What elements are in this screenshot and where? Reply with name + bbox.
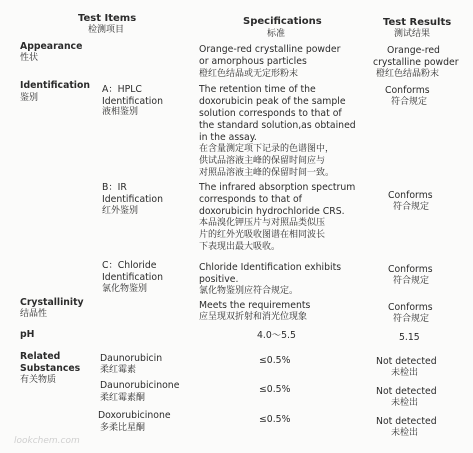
related-result: Not detected [376,386,437,397]
watermark: lookchem.com [14,436,80,446]
appearance-result-line: Orange-red [387,45,440,56]
crystallinity-spec-line: 应呈现双折射和消光位现象 [199,312,308,322]
identification-c-label: 氯化物鉴别 [102,284,148,294]
related-item: 多柔比星酮 [100,423,146,433]
related-spec: ≤0.5% [259,414,291,425]
header-spec-en: Specifications [243,16,322,27]
identification-a-spec-line: 对照品溶液主峰的保留时间一致。 [199,168,335,178]
identification-a-label: 液相鉴别 [102,107,139,117]
header-items-cn: 检测项目 [88,25,125,35]
crystallinity-result: Conforms [388,302,433,313]
identification-b-label: Identification [102,194,163,205]
related-result: Not detected [376,356,437,367]
identification-a-spec-line: solution corresponds to that of [199,108,342,119]
identification-name-en: Identification [20,80,90,91]
related-result: 未检出 [391,398,419,408]
crystallinity-name-cn: 结晶性 [20,309,48,319]
appearance-spec-line: Orange-red crystalline powder [199,44,341,55]
identification-b-spec-line: corresponds to that of [199,194,302,205]
identification-c-spec-line: Chloride Identification exhibits [199,262,342,273]
identification-a-spec-line: 在含量测定项下记录的色谱图中， [199,144,335,154]
crystallinity-name-en: Crystallinity [20,297,84,308]
appearance-name-en: Appearance [20,41,83,52]
related-name: Substances [20,363,81,374]
identification-a-spec-line: The retention time of the [199,84,316,95]
identification-b-label: 红外鉴别 [102,206,139,216]
related-name: Related [20,351,61,362]
identification-a-spec-line: 供试品溶液主峰的保留时间应与 [199,156,326,166]
related-spec: ≤0.5% [259,384,291,395]
identification-a-result: 符合规定 [391,97,428,107]
header-results-en: Test Results [383,17,452,28]
related-item: 柔红霉素 [100,365,137,375]
appearance-spec-line: or amorphous particles [199,56,307,67]
crystallinity-spec-line: Meets the requirements [199,300,311,311]
identification-a-spec-line: in the assay. [199,132,257,143]
related-name: 有关物质 [20,375,57,385]
ph-result: 5.15 [399,332,420,343]
identification-c-label: Identification [102,272,163,283]
appearance-name-cn: 性状 [20,53,39,63]
appearance-result-line: crystalline powder [373,57,459,68]
ph-spec: 4.0～5.5 [257,330,296,341]
identification-b-label: B：IR [102,182,127,193]
header-results-cn: 测试结果 [394,29,431,39]
identification-c-spec-line: positive. [199,274,239,285]
related-spec: ≤0.5% [259,355,291,366]
related-item: Daunorubicinone [100,380,180,391]
identification-b-spec-line: 片的红外光吸收图谱在相同波长 [199,230,326,240]
identification-b-spec-line: 下表现出最大吸收。 [199,242,281,252]
identification-b-result: Conforms [388,190,433,201]
identification-a-spec-line: the standard solution,as obtained [199,120,356,131]
identification-a-label: A：HPLC [102,84,142,95]
related-item: Doxorubicinone [98,410,171,421]
identification-c-result: 符合规定 [393,276,430,286]
related-item: 柔红霉素酮 [100,393,146,403]
header-items-en: Test Items [78,13,137,24]
identification-b-result: 符合规定 [393,202,430,212]
related-item: Daunorubicin [100,353,163,364]
identification-b-spec-line: doxorubicin hydrochloride CRS. [199,206,345,217]
related-result: 未检出 [391,428,419,438]
identification-c-spec-line: 氯化物鉴别应符合规定。 [199,286,299,296]
header-spec-cn: 标准 [267,29,286,39]
related-result: Not detected [376,416,437,427]
appearance-result-line: 橙红色结晶粉末 [376,69,440,79]
related-result: 未检出 [391,368,419,378]
identification-a-label: Identification [102,96,163,107]
identification-a-result: Conforms [385,85,430,96]
identification-name-cn: 鉴别 [20,93,39,103]
ph-name: pH [20,329,35,340]
identification-b-spec-line: 本品溴化钾压片与对照品类似压 [199,218,326,228]
identification-c-label: C：Chloride [102,260,157,271]
appearance-spec-line: 橙红色结晶或无定形粉末 [199,69,299,79]
identification-c-result: Conforms [388,264,433,275]
identification-b-spec-line: The infrared absorption spectrum [199,182,356,193]
crystallinity-result: 符合规定 [393,314,430,324]
identification-a-spec-line: doxorubicin peak of the sample [199,96,346,107]
